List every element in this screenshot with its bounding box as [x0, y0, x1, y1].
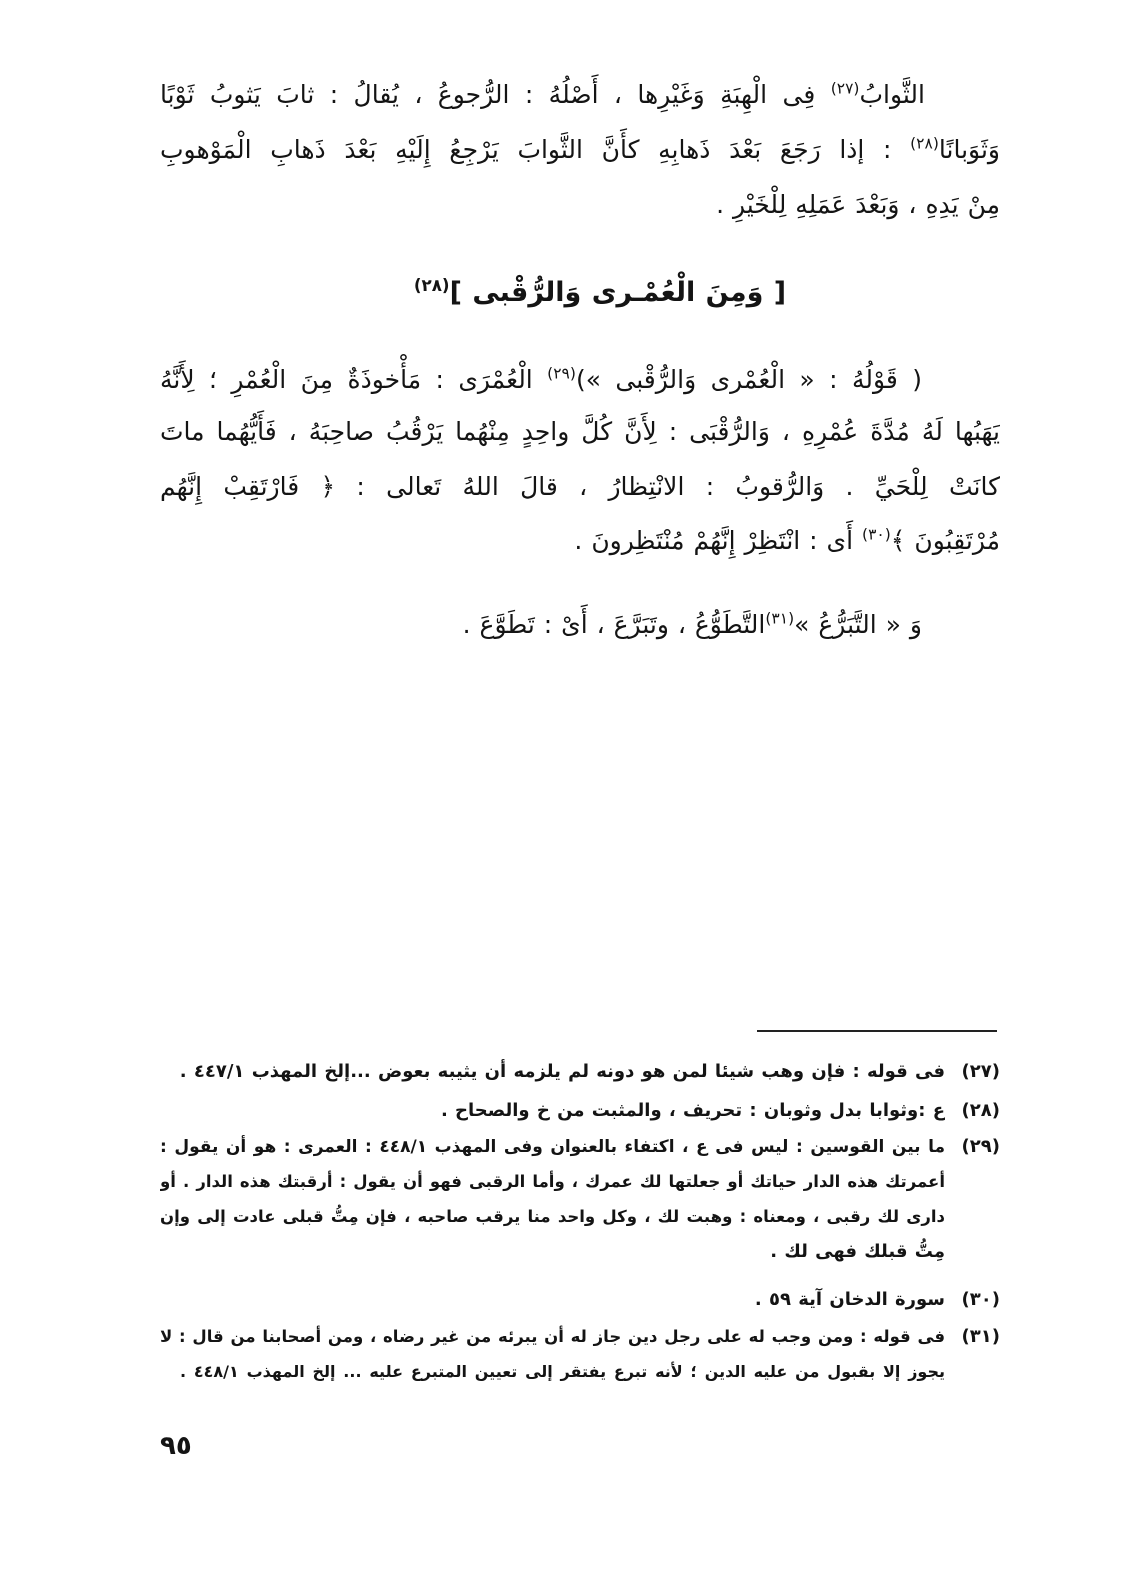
footnote-number: (٢٩): [961, 1136, 1000, 1157]
paragraph-2-line-2: [160, 406, 1000, 458]
footnote-number: (٣٠): [961, 1289, 1000, 1310]
heading-text: [ وَمِنَ الْعُمْـرى وَالرُّقْبى ]: [449, 277, 787, 308]
text-segment: ( قَوْلُهُ : « الْعُمْرى وَالرُّقْبى »): [575, 365, 922, 394]
paragraph-2-line-1: [160, 354, 922, 406]
footnote-ref: (٢٨): [413, 275, 450, 295]
footnote-line: سورة الدخان آية ٥٩ .: [754, 1289, 945, 1310]
footnote-ref: (٢٨): [910, 134, 939, 153]
text-segment: وَثَوَبانًا: [938, 135, 1000, 164]
text-segment: الثَّوابُ: [859, 80, 925, 109]
text-segment: مُرْتَقِبُونَ ﴾: [890, 526, 1000, 555]
paragraph-1-line-3: [160, 179, 1000, 231]
text-segment: فِى الْهِبَةِ وَغَيْرِها ، أَصْلُهُ : الرُّجوعُ ، يُقالُ : ثابَ يَثوبُ ثَوْبًا: [160, 80, 831, 109]
footnote-line: فى قوله : ومن وجب له على رجل دين جاز له أن يبرئه من غير رضاه ، ومن أصحابنا من قال : لا: [160, 1327, 945, 1346]
text-segment: أَى : انْتَظِرْ إِنَّهُمْ مُنْتَظِرونَ .: [574, 526, 863, 555]
footnote-ref: (٣٠): [862, 525, 891, 544]
paragraph-2-line-4: [160, 515, 1000, 567]
text-segment: مِنْ يَدِهِ ، وَبَعْدَ عَمَلِهِ لِلْخَيْرِ .: [716, 190, 1000, 219]
footnote-line: ما بين القوسين : ليس فى ع ، اكتفاء بالعنوان وفى المهذب ٤٤٨/١ : العمرى : هو أن يقول :: [160, 1137, 945, 1157]
paragraph-2-line-3: [160, 461, 1000, 513]
footnote-number: (٣١): [961, 1326, 1000, 1347]
text-segment: كانَتْ لِلْحَيِّ . وَالرُّقوبُ : الانْتِظارُ ، قالَ اللهُ تَعالى : ﴿ فَارْتَقِبْ إِنَّهُم: [160, 472, 1000, 501]
footnote-line: يجوز إلا بقبول من عليه الدين ؛ لأنه تبرع يفتقر إلى تعيين المتبرع عليه ... إلخ المهذب ٤٤٨/١ .: [180, 1362, 945, 1381]
footnote-number: (٢٧): [961, 1061, 1000, 1082]
text-segment: وَ « التَّبَرُّعُ »: [794, 610, 922, 639]
paragraph-1-line-2: [160, 124, 1000, 176]
footnote-line: ع :وثوابا بدل وثوبان : تحريف ، والمثبت من خ والصحاح .: [440, 1100, 945, 1121]
footnote-number: (٢٨): [961, 1100, 1000, 1121]
footnote-line: مِتُّ قبلك فهى لك .: [770, 1241, 945, 1262]
footnote-ref: (٢٩): [547, 364, 576, 383]
text-segment: التَّطَوُّعُ ، وتَبَرَّعَ ، أَىْ : تَطَوَّعَ .: [462, 610, 766, 639]
footnote-line: أعمرتك هذه الدار حياتك أو جعلتها لك عمرك ، وأما الرقبى فهو أن يقول : أرقبتك هذه الدار . أو: [160, 1172, 945, 1191]
text-segment: يَهَبُها لَهُ مُدَّةَ عُمْرِهِ ، وَالرُّقْبَى : لِأَنَّ كُلَّ واحِدٍ مِنْهُما يَرْقُبُ صاحِبَهُ ، فَأَيُّهُما ماتَ: [160, 417, 1000, 446]
footnote-line: دارى لك رقبى ، ومعناه : وهبت لك ، وكل واحد منا يرقب صاحبه ، فإن مِتُّ قبلى عادت إلى وإن: [160, 1207, 945, 1226]
footnote-line: فى قوله : فإن وهب شيئا لمن هو دونه لم يلزمه أن يثيبه بعوض ...إلخ المهذب ٤٤٧/١ .: [179, 1061, 945, 1082]
text-segment: الْعُمْرَى : مَأْخوذَةٌ مِنَ الْعُمْرِ ؛ لِأَنَّهُ: [160, 365, 548, 394]
paragraph-3-line-1: [160, 599, 922, 651]
page-number: ٩٥: [160, 1431, 192, 1461]
footnote-ref: (٢٧): [830, 79, 860, 98]
text-segment: : إذا رَجَعَ بَعْدَ ذَهابِهِ كأَنَّ الثَّوابَ يَرْجِعُ إِلَيْهِ بَعْدَ ذَهابِ الْمَوْهوبِ: [160, 135, 911, 164]
section-heading: [200, 265, 1000, 321]
footnote-separator: [757, 1030, 997, 1032]
footnote-ref: (٣١): [765, 609, 795, 628]
paragraph-1-line-1: [160, 69, 925, 121]
